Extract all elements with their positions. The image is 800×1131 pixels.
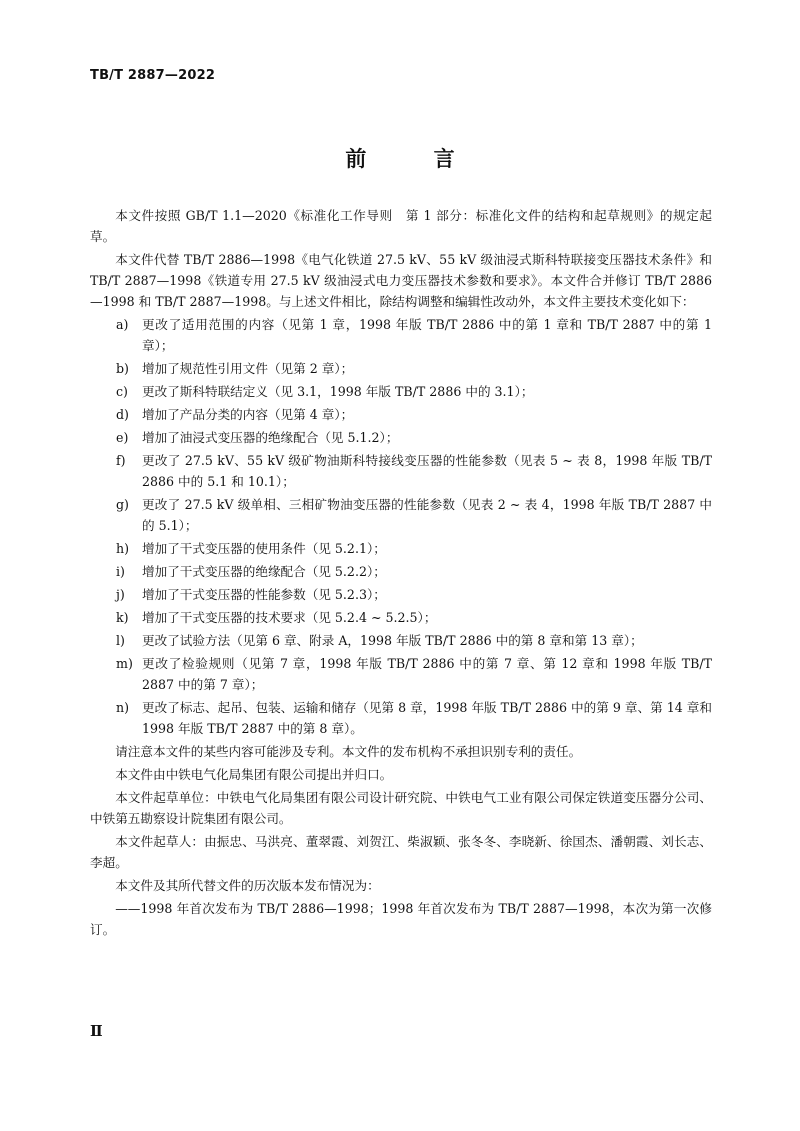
list-item [90,314,712,356]
list-marker: h) [116,541,130,556]
list-marker: j) [116,587,125,602]
page-number: Ⅱ [90,1022,103,1040]
list-marker: e) [116,430,129,445]
paragraph-patent-notice: 请注意本文件的某些内容可能涉及专利。本文件的发布机构不承担识别专利的责任。 [115,744,582,759]
paragraph-drafters: 本文件起草人：由振忠、马洪亮、董翠霞、刘贺江、柴淑颖、张冬冬、李晓新、徐国杰、潘朝霞、刘长志、李超。 [90,834,712,870]
list-item-text: 更改了适用范围的内容（见第 1 章，1998 年版 TB/T 2886 中的第 1 章和 TB/T 2887 中的第 1 章）； [142,317,712,353]
list-item-text: 增加了油浸式变压器的绝缘配合（见 5.1.2）； [142,430,399,445]
list-item-text: 更改了斯科特联结定义（见 3.1，1998 年版 TB/T 2886 中的 3.1）； [142,384,534,399]
list-item [90,381,712,402]
paragraph-drafting-organizations: 本文件起草单位：中铁电气化局集团有限公司设计研究院、中铁电气工业有限公司保定铁道变压器分公司、中铁第五勘察设计院集团有限公司。 [90,790,712,826]
list-marker: m) [116,656,133,671]
list-marker: b) [116,361,129,376]
list-item-text: 更改了试验方法（见第 6 章、附录 A，1998 年版 TB/T 2886 中的第 8 章和第 13 章）； [142,633,643,648]
list-item-text: 更改了标志、起吊、包装、运输和储存（见第 8 章，1998 年版 TB/T 2886 中的第 9 章、第 14 章和 1998 年版 TB/T 2887 中的第 8 章）。 [142,700,712,736]
list-item [90,450,712,492]
list-marker: i) [116,564,125,579]
list-marker: n) [116,700,130,715]
list-item [90,427,712,448]
list-item-text: 增加了干式变压器的使用条件（见 5.2.1）； [142,541,386,556]
list-marker: f) [116,453,126,468]
list-item-text: 增加了干式变压器的性能参数（见 5.2.3）； [142,587,386,602]
paragraph-history-intro: 本文件及其所代替文件的历次版本发布情况为： [115,878,380,893]
technical-changes-list [90,314,712,739]
list-item [90,561,712,582]
foreword-body [90,205,712,942]
list-item [90,404,712,425]
list-item-text: 更改了 27.5 kV、55 kV 级矿物油斯科特接线变压器的性能参数（见表 5 ~ 表 8，1998 年版 TB/T 2886 中的 5.1 和 10.1）； [142,453,712,489]
list-item [90,630,712,651]
list-item [90,358,712,379]
paragraph-drafting-basis: 本文件按照 GB/T 1.1—2020《标准化工作导则 第 1 部分：标准化文件的结构和起草规则》的规定起草。 [90,208,712,244]
list-item-text: 增加了干式变压器的技术要求（见 5.2.4 ~ 5.2.5）； [142,610,437,625]
list-item [90,494,712,536]
list-marker: c) [116,384,128,399]
list-marker: l) [116,633,125,648]
list-item [90,697,712,739]
standard-code-header: TB/T 2887—2022 [90,68,216,83]
list-item-text: 增加了干式变压器的绝缘配合（见 5.2.2）； [142,564,386,579]
paragraph-proposer: 本文件由中铁电气化局集团有限公司提出并归口。 [115,767,393,782]
list-marker: d) [116,407,129,422]
list-item-text: 增加了产品分类的内容（见第 4 章）； [142,407,354,422]
list-marker: g) [116,497,129,512]
list-item-text: 更改了检验规则（见第 7 章，1998 年版 TB/T 2886 中的第 7 章、第 12 章和 1998 年版 TB/T 2887 中的第 7 章）； [142,656,712,692]
list-item [90,538,712,559]
paragraph-history-entry: ——1998 年首次发布为 TB/T 2886—1998；1998 年首次发布为 TB/T 2887—1998，本次为第一次修订。 [90,901,712,937]
list-item [90,584,712,605]
list-item-text: 增加了规范性引用文件（见第 2 章）； [142,361,354,376]
list-marker: k) [116,610,129,625]
list-item-text: 更改了 27.5 kV 级单相、三相矿物油变压器的性能参数（见表 2 ~ 表 4，1998 年版 TB/T 2887 中的 5.1）； [142,497,712,533]
list-marker: a) [116,317,129,332]
list-item [90,653,712,695]
list-item [90,607,712,628]
page-title: 前 言 [345,147,485,171]
paragraph-replacement-statement: 本文件代替 TB/T 2886—1998《电气化铁道 27.5 kV、55 kV 级油浸式斯科特联接变压器技术条件》和 TB/T 2887—1998《铁道专用 27.5 kV 级油浸式电力变压器技术参数和要求》。本文件合并修订 TB/T 2886—1998 和 TB/T 2887—1998。与上述文件相比，除结构调整和编辑性改动外，本文件主要技术变化如下： [90,252,712,309]
